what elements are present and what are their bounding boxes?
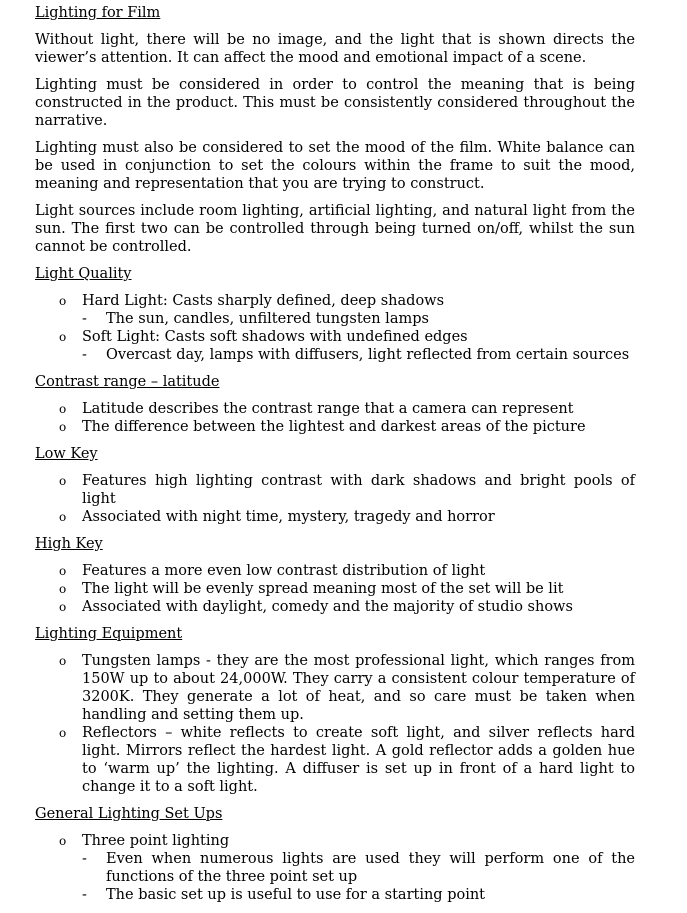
bullet-circle-icon: o <box>59 564 67 578</box>
list-item <box>35 328 635 364</box>
sub-list-item <box>82 346 635 364</box>
list-item-text: Three point lighting <box>82 833 230 849</box>
list-item-text: Associated with daylight, comedy and the majority of studio shows <box>82 599 573 615</box>
list-item <box>35 724 635 796</box>
bullet-circle-icon: o <box>59 474 67 488</box>
list-item-text: Features a more even low contrast distribution of light <box>82 563 486 579</box>
bullet-circle-icon: o <box>59 330 67 344</box>
bullet-list <box>35 562 635 616</box>
list-item-text: The light will be evenly spread meaning most of the set will be lit <box>82 581 564 597</box>
section-heading: Contrast range – latitude <box>35 374 220 390</box>
bullet-circle-icon: o <box>59 654 67 668</box>
sub-list-item <box>82 310 635 328</box>
list-item <box>35 580 635 598</box>
sub-list-item <box>82 886 635 904</box>
bullet-list <box>35 292 635 364</box>
bullet-circle-icon: o <box>59 510 67 524</box>
section-heading: Low Key <box>35 446 98 462</box>
list-item-text: Associated with night time, mystery, tragedy and horror <box>82 509 495 525</box>
bullet-list <box>35 472 635 526</box>
sub-list <box>82 850 635 904</box>
section-heading: General Lighting Set Ups <box>35 806 223 822</box>
bullet-circle-icon: o <box>59 402 67 416</box>
list-item <box>35 598 635 616</box>
dash-bullet-icon: - <box>82 347 87 363</box>
section-heading: Light Quality <box>35 266 132 282</box>
document-title: Lighting for Film <box>35 5 161 21</box>
bullet-list <box>35 400 635 436</box>
list-item-text: Reflectors – white reflects to create soft light, and silver reflects hard light. Mirrors reflect the hardest light. A gold reflector adds a golden hue to ‘warm up’ the lighting. A diffuser is set up in front of a hard light to change it to a soft light. <box>82 725 635 795</box>
list-item <box>35 508 635 526</box>
list-item-text: Tungsten lamps - they are the most professional light, which ranges from 150W up to about 24,000W. They carry a consistent colour temperature of 3200K. They generate a lot of heat, and so care must be taken when handling and setting them up. <box>82 653 635 723</box>
dash-bullet-icon: - <box>82 311 87 327</box>
intro-paragraph: Lighting must also be considered to set the mood of the film. White balance can be used in conjunction to set the colours within the frame to suit the mood, meaning and representation that you are trying to construct. <box>35 140 635 192</box>
section-heading: Lighting Equipment <box>35 626 183 642</box>
intro-paragraph: Without light, there will be no image, and the light that is shown directs the viewer’s attention. It can affect the mood and emotional impact of a scene. <box>35 32 635 66</box>
bullet-circle-icon: o <box>59 582 67 596</box>
list-item-text: The difference between the lightest and darkest areas of the picture <box>82 419 586 435</box>
list-item <box>35 400 635 418</box>
bullet-circle-icon: o <box>59 420 67 434</box>
sub-list-item-text: The sun, candles, unfiltered tungsten lamps <box>106 311 429 327</box>
intro-paragraph: Lighting must be considered in order to control the meaning that is being constructed in the product. This must be consistently considered throughout the narrative. <box>35 77 635 129</box>
sub-list <box>82 310 635 328</box>
bullet-list <box>35 652 635 796</box>
dash-bullet-icon: - <box>82 851 87 867</box>
bullet-circle-icon: o <box>59 600 67 614</box>
sub-list-item-text: Overcast day, lamps with diffusers, light reflected from certain sources <box>106 347 630 363</box>
list-item <box>35 652 635 724</box>
list-item-text: Latitude describes the contrast range that a camera can represent <box>82 401 574 417</box>
sections-container <box>35 265 635 904</box>
sub-list-item-text: The basic set up is useful to use for a starting point <box>106 887 486 903</box>
list-item-text: Features high lighting contrast with dark shadows and bright pools of light <box>82 473 635 507</box>
document-body <box>35 4 635 913</box>
bullet-list <box>35 832 635 904</box>
list-item-text: Soft Light: Casts soft shadows with undefined edges <box>82 329 468 345</box>
bullet-circle-icon: o <box>59 726 67 740</box>
dash-bullet-icon: - <box>82 887 87 903</box>
bullet-circle-icon: o <box>59 834 67 848</box>
bullet-circle-icon: o <box>59 294 67 308</box>
intro-paragraph: Light sources include room lighting, artificial lighting, and natural light from the sun. The first two can be controlled through being turned on/off, whilst the sun cannot be controlled. <box>35 203 635 255</box>
sub-list <box>82 346 635 364</box>
list-item <box>35 292 635 328</box>
sub-list-item-text: Even when numerous lights are used they will perform one of the functions of the three point set up <box>106 851 635 885</box>
section-heading: High Key <box>35 536 103 552</box>
list-item <box>35 472 635 508</box>
list-item <box>35 418 635 436</box>
sub-list-item <box>82 850 635 886</box>
list-item <box>35 562 635 580</box>
list-item-text: Hard Light: Casts sharply defined, deep shadows <box>82 293 445 309</box>
list-item <box>35 832 635 904</box>
